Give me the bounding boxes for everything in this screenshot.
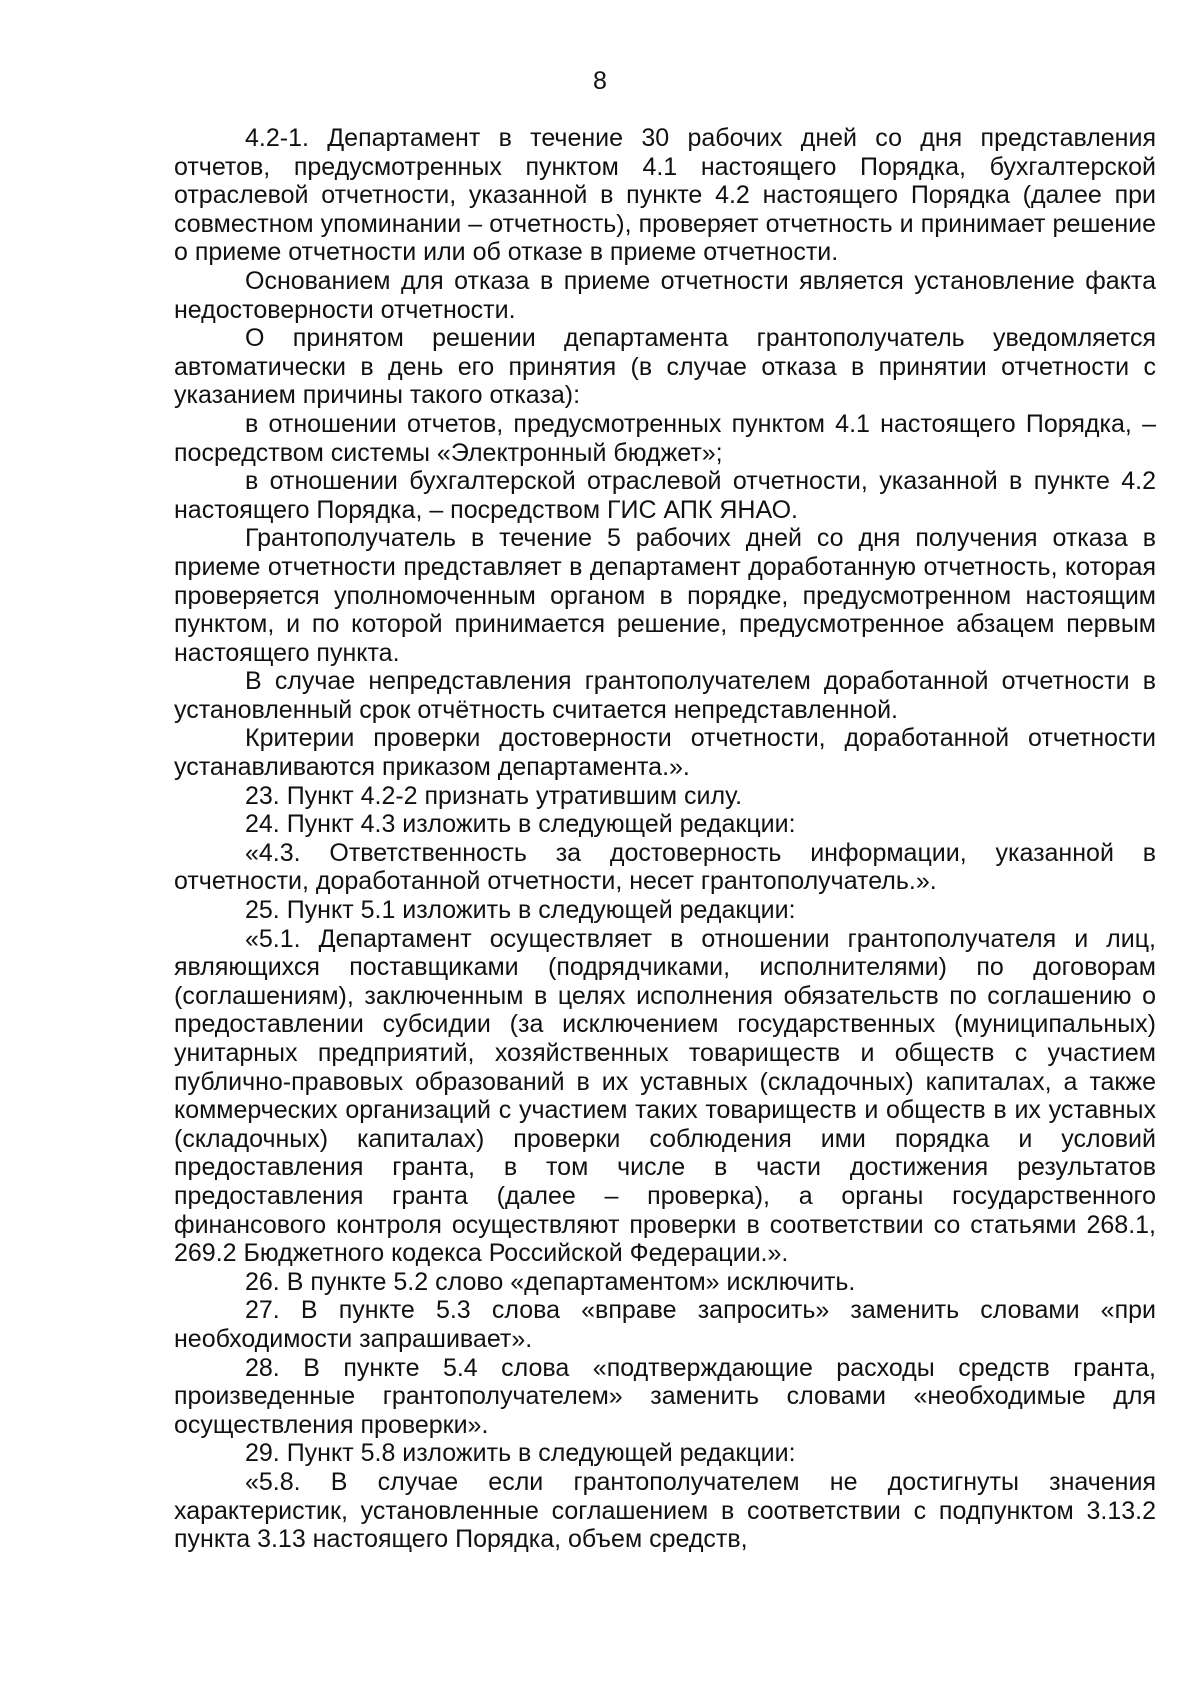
paragraph-item-26: 26. В пункте 5.2 слово «департаментом» исключить.: [245, 1267, 856, 1296]
paragraph-4-2-1: 4.2-1. Департамент в течение 30 рабочих дней со дня представления отчетов, предусмотренных пунктом 4.1 настоящего Порядка, бухгалтерской отраслевой отчетности, указанной в пункте 4.2 настоящего Порядка (далее при совместном упоминании – отчетность), проверяет отчетность и принимает решение о приеме отчетности или об отказе в приеме отчетности.: [174, 124, 1156, 267]
paragraph-clause-5-8: «5.8. В случае если грантополучателем не достигнуты значения характеристик, установленные соглашением в соответствии с подпунктом 3.13.2 пункта 3.13 настоящего Порядка, объем средств,: [174, 1467, 1156, 1554]
paragraph-item-29: 29. Пункт 5.8 изложить в следующей редакции:: [245, 1439, 796, 1468]
paragraph-item-28: 28. В пункте 5.4 слова «подтверждающие расходы средств гранта, произведенные грантополучателем» заменить словами «необходимые для осуществления проверки».: [174, 1353, 1156, 1439]
paragraph-non-submission: В случае непредставления грантополучателем доработанной отчетности в установленный срок отчётность считается непредставленной.: [174, 667, 1156, 724]
paragraph-item-27: 27. В пункте 5.3 слова «вправе запросить» заменить словами «при необходимости запрашивает».: [174, 1296, 1156, 1353]
paragraph-reports-channel: в отношении отчетов, предусмотренных пунктом 4.1 настоящего Порядка, – посредством системы «Электронный бюджет»;: [174, 409, 1156, 467]
paragraph-accounting-channel: в отношении бухгалтерской отраслевой отчетности, указанной в пункте 4.2 настоящего Порядка, – посредством ГИС АПК ЯНАО.: [174, 467, 1156, 524]
page-number: 8: [593, 67, 607, 95]
paragraph-item-25: 25. Пункт 5.1 изложить в следующей редакции:: [245, 896, 796, 925]
document-body: [174, 124, 1156, 1554]
paragraph-refusal-grounds: Основанием для отказа в приеме отчетности является установление факта недостоверности отчетности.: [174, 266, 1156, 324]
paragraph-resubmission: Грантополучатель в течение 5 рабочих дней со дня получения отказа в приеме отчетности представляет в департамент доработанную отчетность, которая проверяется уполномоченным органом в порядке, предусмотренном настоящим пунктом, и по которой принимается решение, предусмотренное абзацем первым настоящего пункта.: [174, 524, 1156, 667]
paragraph-clause-4-3: «4.3. Ответственность за достоверность информации, указанной в отчетности, доработанной отчетности, несет грантополучатель.».: [174, 838, 1156, 896]
paragraph-criteria: Критерии проверки достоверности отчетности, доработанной отчетности устанавливаются приказом департамента.».: [174, 724, 1156, 782]
paragraph-notification: О принятом решении департамента грантополучатель уведомляется автоматически в день его принятия (в случае отказа в принятии отчетности с указанием причины такого отказа):: [174, 324, 1156, 410]
paragraph-clause-5-1: «5.1. Департамент осуществляет в отношении грантополучателя и лиц, являющихся поставщиками (подрядчиками, исполнителями) по договорам (соглашениям), заключенным в целях исполнения обязательств по соглашению о предоставлении субсидии (за исключением государственных (муниципальных) унитарных предприятий, хозяйственных товариществ и обществ с участием публично-правовых образований в их уставных (складочных) капиталах, а также коммерческих организаций с участием таких товариществ и обществ в их уставных (складочных) капиталах) проверки соблюдения ими порядка и условий предоставления гранта, в том числе в части достижения результатов предоставления гранта (далее – проверка), а органы государственного финансового контроля осуществляют проверки в соответствии со статьями 268.1, 269.2 Бюджетного кодекса Российской Федерации.».: [174, 924, 1156, 1268]
paragraph-item-24: 24. Пункт 4.3 изложить в следующей редакции:: [245, 810, 796, 839]
paragraph-item-23: 23. Пункт 4.2-2 признать утратившим силу.: [245, 781, 743, 810]
